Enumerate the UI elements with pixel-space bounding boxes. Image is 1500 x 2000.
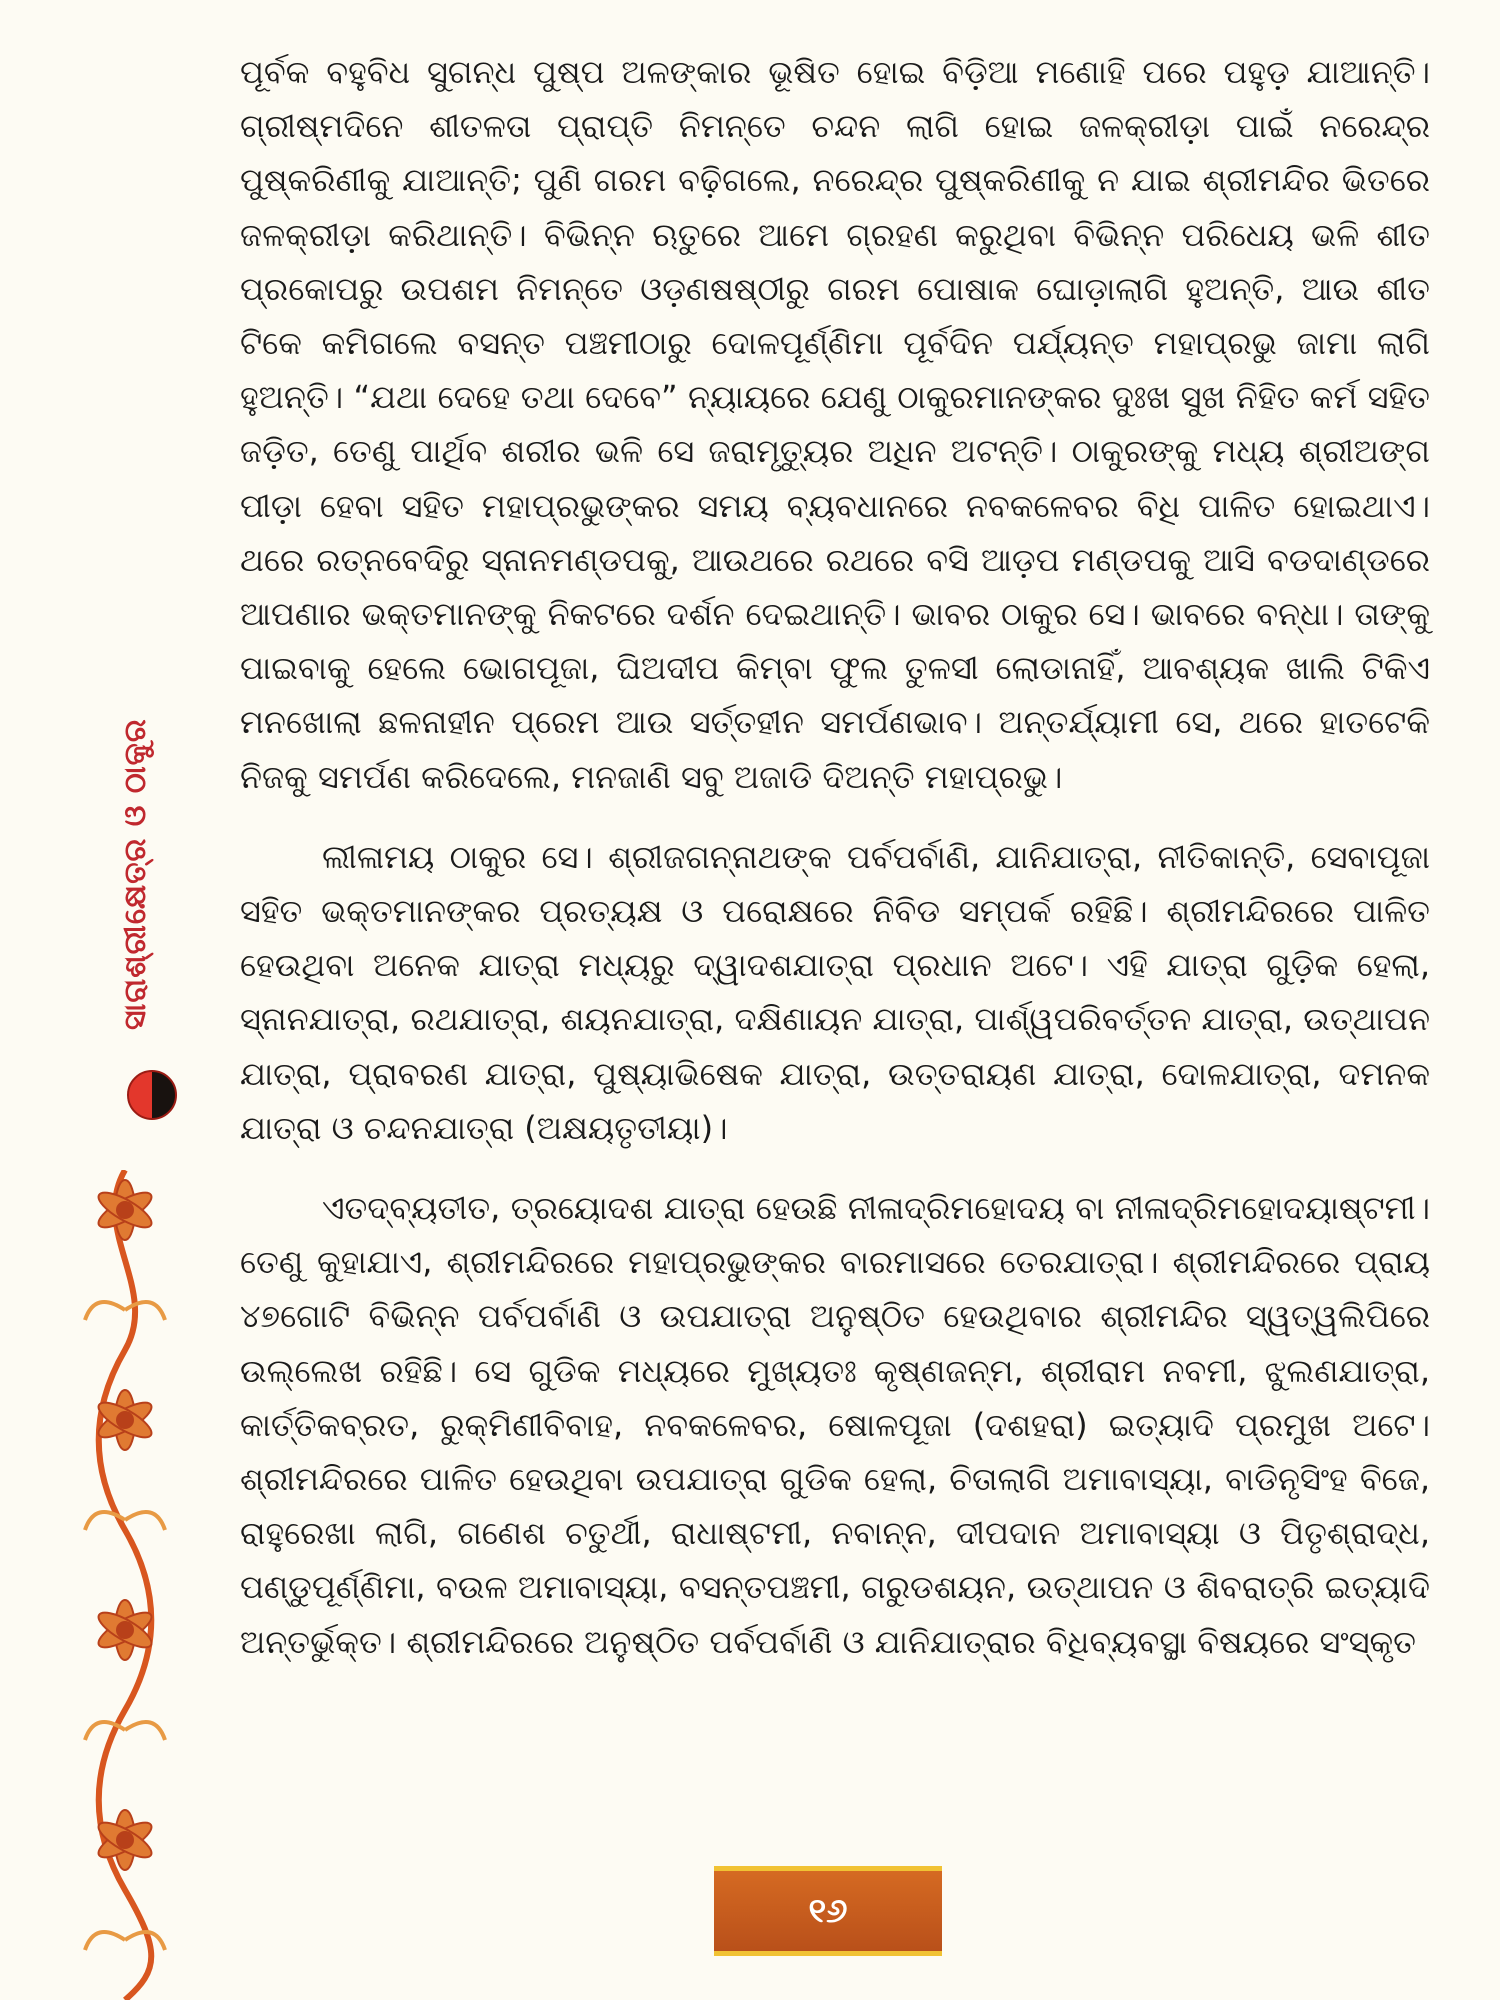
bullet-dot-icon [127,1070,177,1120]
body-text [240,45,1430,1695]
running-title: ସାରାଶ୍ରୀକ୍ଷେତ୍ର ଓ ଠାକୁର [118,718,153,1030]
page-number-box [714,1866,942,1956]
floral-vine-ornament [70,1170,180,2000]
paragraph-3: ଏତଦ୍‌ବ୍ୟତୀତ, ତ୍ରୟୋଦଶ ଯାତ୍ରା ହେଉଛି ନୀଳାଦ୍ରିମହୋଦୟ ବା ନୀଳାଦ୍ରିମହୋଦୟାଷ୍ଟମୀ। ତେଣୁ କୁହାଯାଏ, ଶ୍ରୀମନ୍ଦିରରେ ମହାପ୍ରଭୁଙ୍କର ବାରମାସରେ ତେରଯାତ୍ରା। ଶ୍ରୀମନ୍ଦିରରେ ପ୍ରାୟ ୪୭ଗୋଟି ବିଭିନ୍ନ ପର୍ବପର୍ବାଣି ଓ ଉପଯାତ୍ରା ଅନୁଷ୍ଠିତ ହେଉଥିବାର ଶ୍ରୀମନ୍ଦିର ସ୍ୱତ୍ୱଲିପିରେ ଉଲ୍ଲେଖ ରହିଛି। ସେ ଗୁଡିକ ମଧ୍ୟରେ ମୁଖ୍ୟତଃ କୃଷ୍ଣଜନ୍ମ, ଶ୍ରୀରାମ ନବମୀ, ଝୁଲଣଯାତ୍ରା, କାର୍ତ୍ତିକବ୍ରତ, ରୁକ୍ମିଣୀବିବାହ, ନବକଳେବର, ଷୋଳପୂଜା (ଦଶହରା) ଇତ୍ୟାଦି ପ୍ରମୁଖ ଅଟେ। ଶ୍ରୀମନ୍ଦିରରେ ପାଳିତ ହେଉଥିବା ଉପଯାତ୍ରା ଗୁଡିକ ହେଲା, ଚିତାଲାଗି ଅମାବାସ୍ୟା, ବାଡିନୃସିଂହ ବିଜେ, ରାହୁରେଖା ଲାଗି, ଗଣେଶ ଚତୁର୍ଥୀ, ରାଧାଷ୍ଟମୀ, ନବାନ୍ନ, ଦୀପଦାନ ଅମାବାସ୍ୟା ଓ ପିତୃଶ୍ରାଦ୍ଧ, ପଣ୍ଡୁପୂର୍ଣ୍ଣିମା, ବଉଳ ଅମାବାସ୍ୟା, ବସନ୍ତପଞ୍ଚମୀ, ଗରୁଡଶୟନ, ଉତ୍‌ଥାପନ ଓ ଶିବରାତ୍ରି ଇତ୍ୟାଦି ଅନ୍ତର୍ଭୁକ୍ତ। ଶ୍ରୀମନ୍ଦିରରେ ଅନୁଷ୍ଠିତ ପର୍ବପର୍ବାଣି ଓ ଯାନିଯାତ୍ରାର ବିଧିବ୍ୟବସ୍ଥା ବିଷୟରେ ସଂସ୍କୃତ [240,1189,1430,1661]
page-number: ୧୬ [808,1891,848,1931]
paragraph-2: ଲୀଳାମୟ ଠାକୁର ସେ। ଶ୍ରୀଜଗନ୍ନାଥଙ୍କ ପର୍ବପର୍ବାଣି, ଯାନିଯାତ୍ରା, ନୀତିକାନ୍ତି, ସେବାପୂଜା ସହିତ ଭକ୍ତମାନଙ୍କର ପ୍ରତ୍ୟକ୍ଷ ଓ ପରୋକ୍ଷରେ ନିବିଡ ସମ୍ପର୍କ ରହିଛି। ଶ୍ରୀମନ୍ଦିରରେ ପାଳିତ ହେଉଥିବା ଅନେକ ଯାତ୍ରା ମଧ୍ୟରୁ ଦ୍ୱାଦଶଯାତ୍ରା ପ୍ରଧାନ ଅଟେ। ଏହି ଯାତ୍ରା ଗୁଡ଼ିକ ହେଲା, ସ୍ନାନଯାତ୍ରା, ରଥଯାତ୍ରା, ଶୟନଯାତ୍ରା, ଦକ୍ଷିଣାୟନ ଯାତ୍ରା, ପାର୍ଶ୍ୱପରିବର୍ତ୍ତନ ଯାତ୍ରା, ଉତ୍‌ଥାପନ ଯାତ୍ରା, ପ୍ରାବରଣ ଯାତ୍ରା, ପୁଷ୍ୟାଭିଷେକ ଯାତ୍ରା, ଉତ୍ତରାୟଣ ଯାତ୍ରା, ଦୋଳଯାତ୍ରା, ଦମନକ ଯାତ୍ରା ଓ ଚନ୍ଦନଯାତ୍ରା (ଅକ୍ଷୟତୃତୀୟା)। [240,837,1430,1147]
decorative-side-strip [0,0,210,2000]
paragraph-1: ପୂର୍ବକ ବହୁବିଧ ସୁଗନ୍ଧ ପୁଷ୍ପ ଅଳଙ୍କାର ଭୂଷିତ ହୋଇ ବିଡ଼ିଆ ମଣୋହି ପରେ ପହୁଡ଼ ଯାଆନ୍ତି। ଗ୍ରୀଷ୍ମଦିନେ ଶୀତଳତା ପ୍ରାପ୍ତି ନିମନ୍ତେ ଚନ୍ଦନ ଲାଗି ହୋଇ ଜଳକ୍ରୀଡ଼ା ପାଇଁ ନରେନ୍ଦ୍ର ପୁଷ୍କରିଣୀକୁ ଯାଆନ୍ତି; ପୁଣି ଗରମ ବଢ଼ିଗଲେ, ନରେନ୍ଦ୍ର ପୁଷ୍କରିଣୀକୁ ନ ଯାଇ ଶ୍ରୀମନ୍ଦିର ଭିତରେ ଜଳକ୍ରୀଡ଼ା କରିଥାନ୍ତି। ବିଭିନ୍ନ ଋତୁରେ ଆମେ ଗ୍ରହଣ କରୁଥିବା ବିଭିନ୍ନ ପରିଧେୟ ଭଳି ଶୀତ ପ୍ରକୋପରୁ ଉପଶମ ନିମନ୍ତେ ଓଡ଼ଣଷଷ୍ଠୀରୁ ଗରମ ପୋଷାକ ଘୋଡ଼ାଲାଗି ହୁଅନ୍ତି, ଆଉ ଶୀତ ଟିକେ କମିଗଲେ ବସନ୍ତ ପଞ୍ଚମୀଠାରୁ ଦୋଳପୂର୍ଣ୍ଣିମା ପୂର୍ବଦିନ ପର୍ଯ୍ୟନ୍ତ ମହାପ୍ରଭୁ ଜାମା ଲାଗି ହୁଅନ୍ତି। “ଯଥା ଦେହେ ତଥା ଦେବେ” ନ୍ୟାୟରେ ଯେଣୁ ଠାକୁରମାନଙ୍କର ଦୁଃଖ ସୁଖ ନିହିତ କର୍ମ ସହିତ ଜଡ଼ିତ, ତେଣୁ ପାର୍ଥିବ ଶରୀର ଭଳି ସେ ଜରାମୃତ୍ୟୁର ଅଧିନ ଅଟନ୍ତି। ଠାକୁରଙ୍କୁ ମଧ୍ୟ ଶ୍ରୀଅଙ୍ଗ ପୀଡ଼ା ହେବା ସହିତ ମହାପ୍ରଭୁଙ୍କର ସମୟ ବ୍ୟବଧାନରେ ନବକଳେବର ବିଧି ପାଳିତ ହୋଇଥାଏ। ଥରେ ରତ୍ନବେଦିରୁ ସ୍ନାନମଣ୍ଡପକୁ, ଆଉଥରେ ରଥରେ ବସି ଆଡ଼ପ ମଣ୍ଡପକୁ ଆସି ବଡଦାଣ୍ଡରେ ଆପଣାର ଭକ୍ତମାନଙ୍କୁ ନିକଟରେ ଦର୍ଶନ ଦେଇଥାନ୍ତି। ଭାବର ଠାକୁର ସେ। ଭାବରେ ବନ୍ଧା। ତାଙ୍କୁ ପାଇବାକୁ ହେଲେ ଭୋଗପୂଜା, ଘିଅଦୀପ କିମ୍ବା ଫୁଲ ତୁଳସୀ ଲୋଡାନାହିଁ, ଆବଶ୍ୟକ ଖାଲି ଟିକିଏ ମନଖୋଲା ଛଳନାହୀନ ପ୍ରେମ ଆଉ ସର୍ତ୍ତହୀନ ସମର୍ପଣଭାବ। ଅନ୍ତର୍ଯ୍ୟାମୀ ସେ, ଥରେ ହାତଟେକି ନିଜକୁ ସମର୍ପଣ କରିଦେଲେ, ମନଜାଣି ସବୁ ଅଜାଡି ଦିଅନ୍ତି ମହାପ୍ରଭୁ। [240,53,1430,796]
